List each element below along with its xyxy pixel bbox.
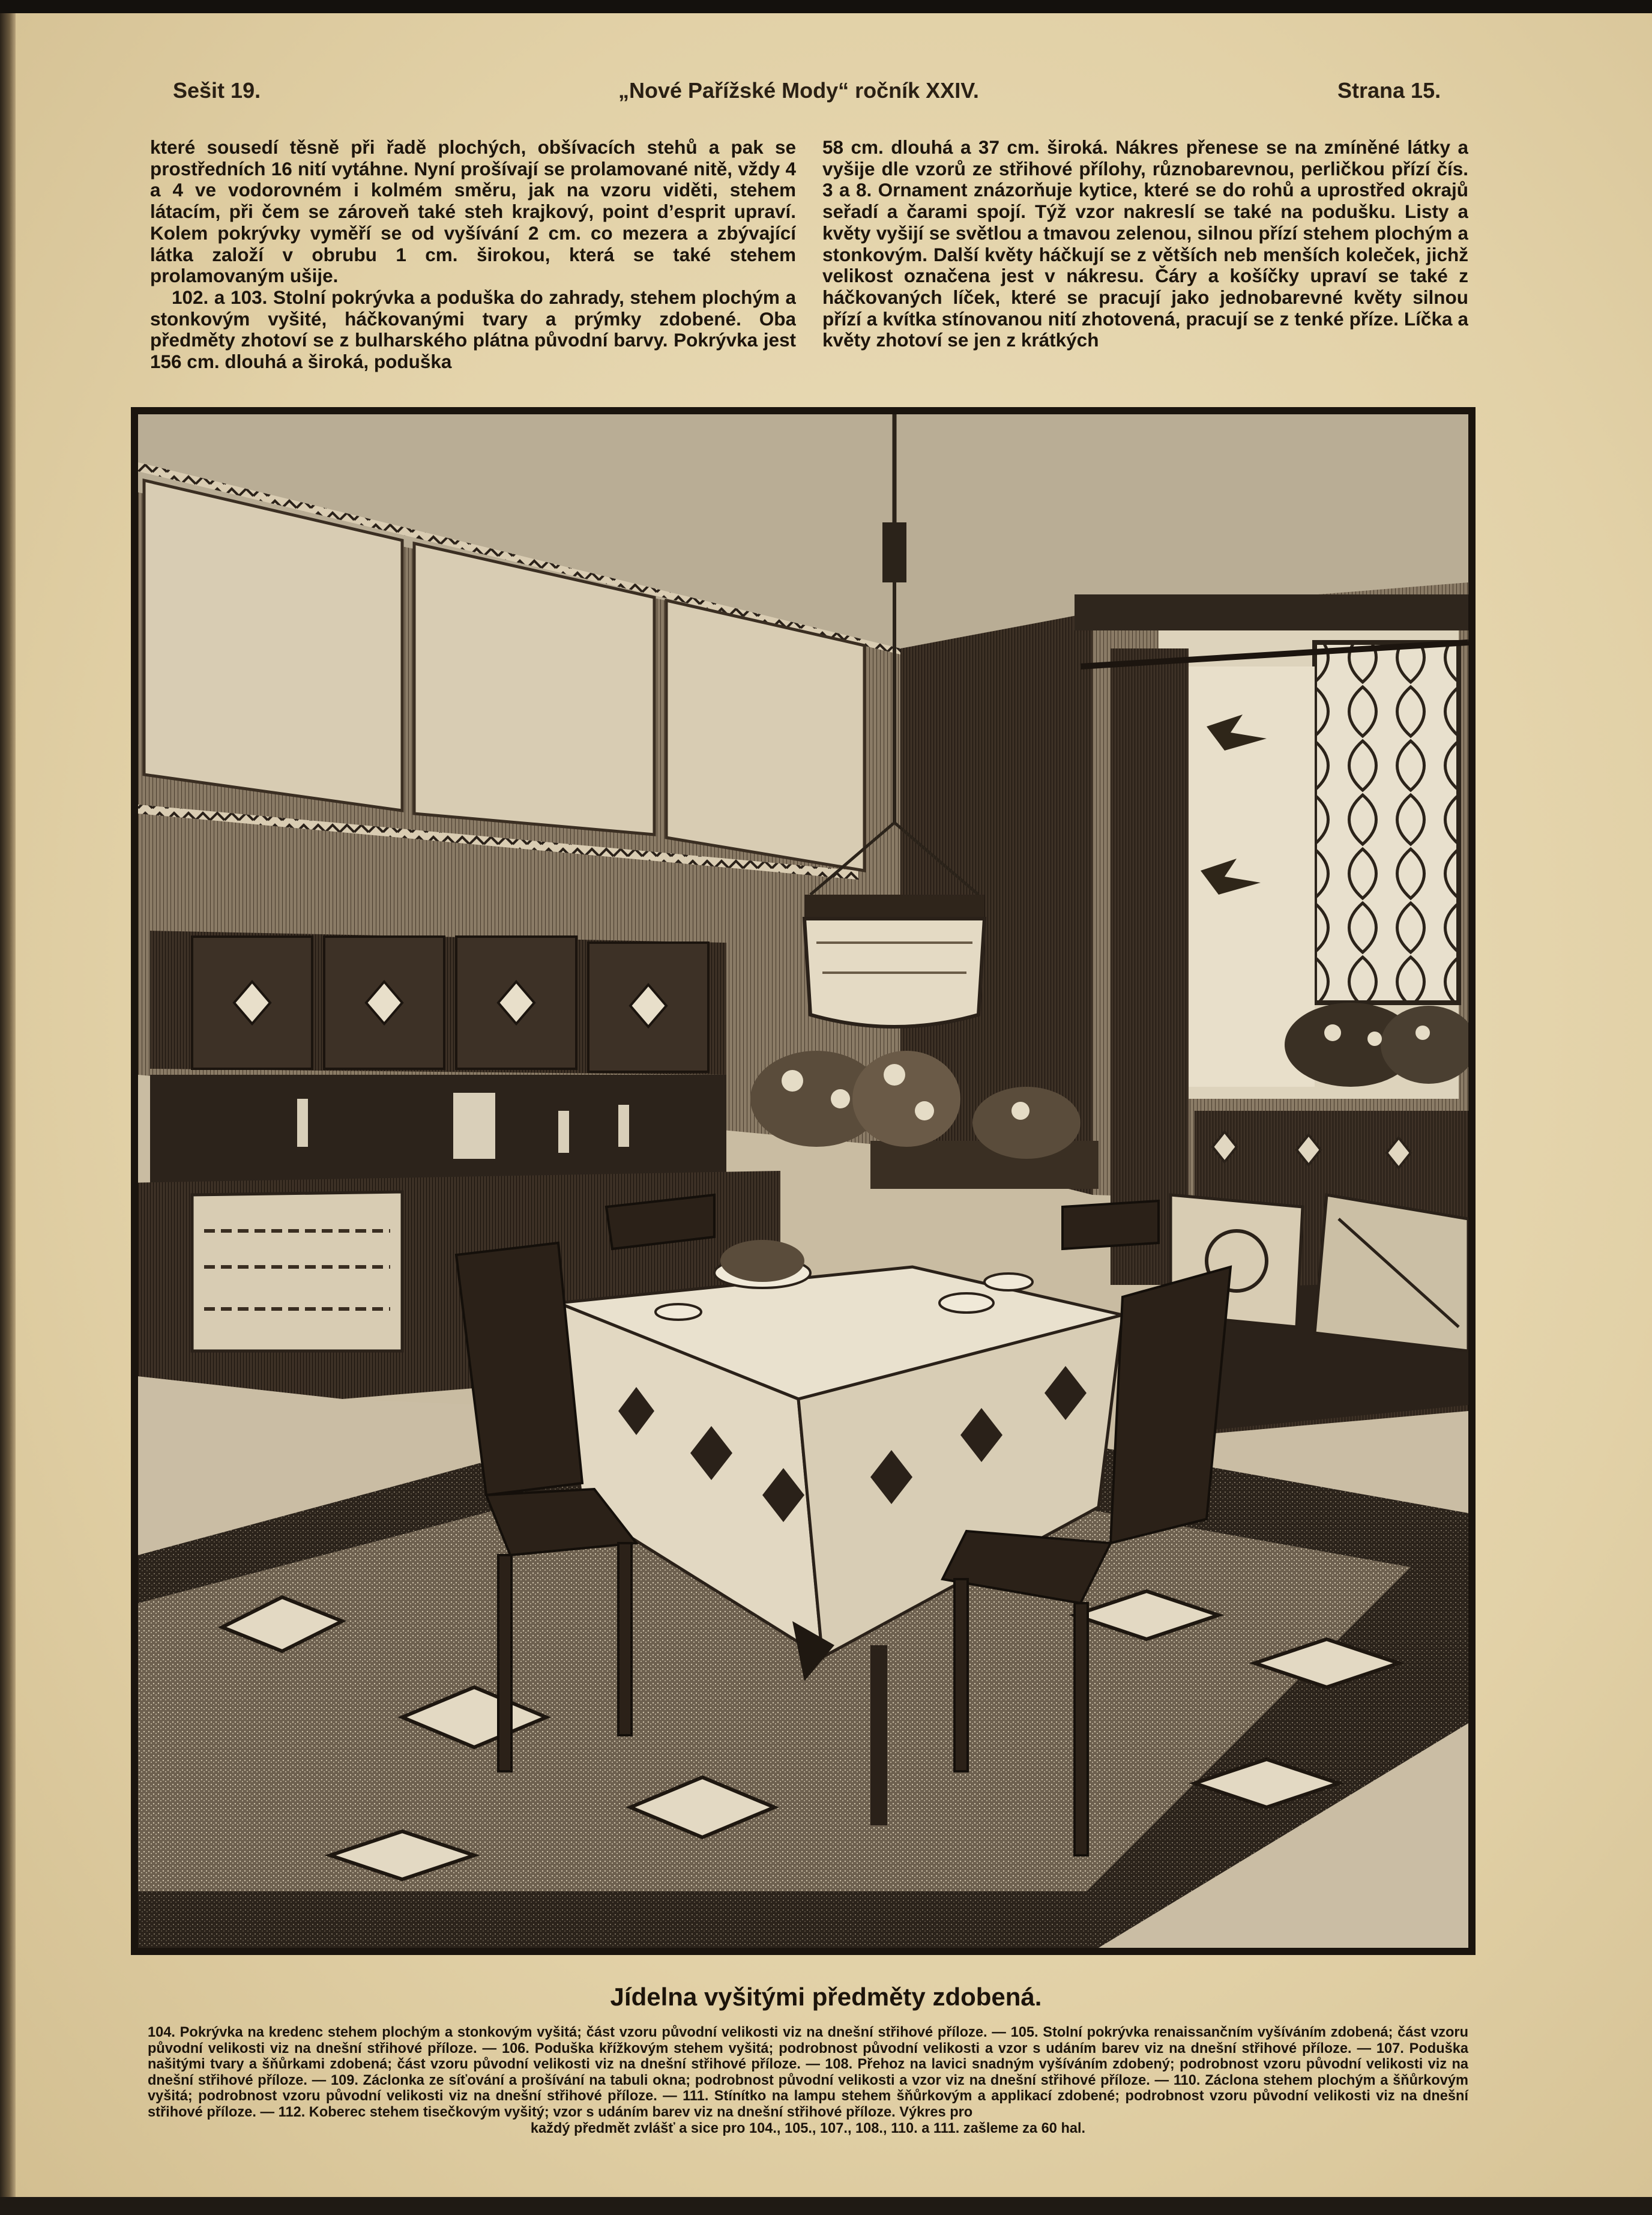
figure-caption-title: Jídelna vyšitými předměty zdobená. [610, 1983, 1042, 2011]
dining-room-illustration [131, 407, 1476, 1955]
issue-number: Sešit 19. [173, 78, 261, 103]
running-header [0, 78, 1652, 114]
text-column-left [150, 137, 796, 389]
legend-order-note: každý předmět zvlášť a sice pro 104., 105., 107., 108., 110. a 111. zašleme za 60 hal. [530, 2120, 1086, 2136]
figure-legend [148, 2025, 1468, 2136]
sideboard-cover [192, 1192, 402, 1351]
window-plants [1285, 1003, 1468, 1087]
legend-items: 104. Pokrývka na kredenc stehem plochým a stonkovým vyšitá; část vzoru původní velikosti viz na dnešní střihové příloze. — 105. Stolní pokrývka renaissančním vyšíváním zdobená; část vzoru původní velikosti viz na dnešní střihové příloze. — 106. Poduška křížkovým stehem vyšitá; podrobnost původní velikosti a vzor s udáním barev viz na dnešní střihové příloze. — 107. Poduška našitými tvary a šňůrkami zdobená; část vzoru původní velikosti viz na dnešní střihové příloze. — 108. Přehoz na lavici snadným vyšíváním zdobený; podrobnost vzoru původní velikosti viz na dnešní střihové příloze. — 109. Záclonka ze síťování a prošívání na tabuli okna; podrobnost původní velikosti a vzor viz na dnešní střihové příloze. — 110. Záclona stehem plochým a šňůrkovým vyšitá; podrobnost vzoru původní velikosti viz na dnešní střihové příloze. — 111. Stínítko na lampu stehem šňůrkovým a applikací zdobené; podrobnost vzoru původní velikosti viz na dnešní střihové příloze. — 112. Koberec stehem tisečkovým vyšitý; vzor s udáním barev viz na dnešní střihové příloze. Výkres pro [148, 2025, 1468, 2120]
bottom-scan-border [0, 2197, 1652, 2215]
journal-title: „Nové Pařížské Mody“ ročník XXIV. [618, 78, 979, 103]
page-number: Strana 15. [1337, 78, 1441, 103]
book-spine-edge [0, 13, 16, 2197]
paragraph-102-103: 102. a 103. Stolní pokrývka a poduška do zahrady, stehem plochým a stonkovým vyšité, háčkovanými tvary a prýmky zdobené. Oba předměty zhotoví se z bulharského plátna původní barvy. Pokrývka jest 156 cm. dlouhá a široká, poduška [150, 286, 796, 373]
text-column-right [822, 137, 1468, 389]
top-scan-border [0, 0, 1652, 13]
paragraph-continued: které sousedí těsně při řadě plochých, obšívacích stehů a pak se prostředních 16 nití vytáhne. Nyní prošívají se prolamované nitě, vždy 4 a 4 ve vodorovném i kolmém směru, jak na vzoru viděti, stehem látacím, při čem se zároveň také steh krajkový, point d’esprit upraví. Kolem pokrývky vyměří se od vyšívání 2 cm. co mezera a zbývající látka založí v obrubu 1 cm. širokou, která se také stehem prolamovaným ušije. [150, 137, 796, 287]
dining-room-engraving [138, 414, 1468, 1948]
paragraph-right: 58 cm. dlouhá a 37 cm. široká. Nákres přenese se na zmíněné látky a vyšije dle vzorů ze střihové přílohy, různobarevnou, perličkou přízí čís. 3 a 8. Ornament znázorňuje kytice, které se do rohů a uprostřed okrajů seřadí a čarami spojí. Týž vzor nakreslí se také na podušku. Listy a květy vyšijí se světlou a tmavou zelenou, silnou přízí stehem plochým a stonkovým. Další květy háčkují se z větších neb menších koleček, jichž velikost označena jest v nákresu. Čáry a košíčky upraví se také z háčkovaných líček, které se pracují jako jednobarevné květy silnou přízí a kvítka stínovanou nití zhotovená, pracují se z tenké příze. Líčka a květy zhotoví se jen z krátkých [822, 137, 1468, 351]
